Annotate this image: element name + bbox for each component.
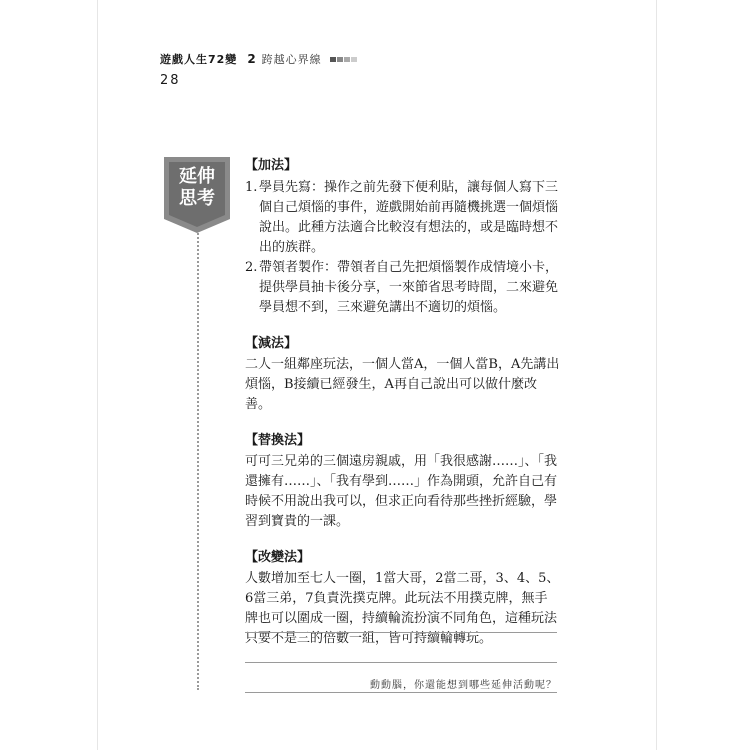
- section-title-add: 【加法】: [245, 158, 298, 173]
- badge-line-1: 延伸: [179, 166, 215, 187]
- add-list: [245, 178, 560, 318]
- page-number: 28: [160, 73, 181, 88]
- running-header: [160, 51, 357, 67]
- answer-line: [245, 662, 557, 663]
- badge-line-2: 思考: [179, 188, 215, 209]
- section-title-replace: 【替換法】: [245, 433, 311, 448]
- chapter-number: 2: [247, 52, 256, 66]
- side-dotted-line: [197, 230, 199, 690]
- list-text: 學員先寫：操作之前先發下便利貼，讓每個人寫下三個自己煩惱的事件，遊戲開始前再隨機挑選一個煩惱說出。此種方法適合比較沒有想法的，或是臨時想不出的族群。: [259, 180, 559, 255]
- main-content: [245, 156, 560, 649]
- section-text-change: 人數增加至七人一圈，1當大哥，2當二哥，3、4、5、6當三弟，7負責洗撲克牌。此玩法不用撲克牌，無手牌也可以圍成一圈，持續輪流扮演不同角色，這種玩法只要不是三的倍數一組，皆可持續輪轉玩。: [245, 571, 560, 646]
- header-arrows-icon: [330, 57, 357, 62]
- section-text-subtract: 二人一組鄰座玩法，一個人當A，一個人當B，A先講出煩惱，B接續已經發生，A再自己說出可以做什麼改善。: [245, 357, 560, 412]
- list-item: [245, 258, 560, 318]
- list-text: 帶領者製作：帶領者自己先把煩惱製作成情境小卡，提供學員抽卡後分享，一來節省思考時間，二來避免學員想不到，三來避免講出不適切的煩惱。: [259, 260, 559, 315]
- answer-line: [245, 632, 557, 633]
- list-item: [245, 178, 560, 258]
- list-number: 1.: [245, 180, 258, 195]
- list-number: 2.: [245, 260, 258, 275]
- answer-line: [245, 692, 557, 693]
- badge-label: [164, 166, 230, 210]
- section-title-change: 【改變法】: [245, 550, 311, 565]
- chapter-title: 跨越心界線: [261, 53, 322, 66]
- footer-question: 動動腦，你還能想到哪些延伸活動呢？: [370, 680, 557, 691]
- section-text-replace: 可可三兄弟的三個遠房親戚，用「我很感謝……」、「我還擁有……」、「我有學到……」作為開頭，允許自己有時候不用說出我可以，但求正向看待那些挫折經驗，學習到寶貴的一課。: [245, 454, 558, 529]
- section-title-subtract: 【減法】: [245, 336, 298, 351]
- book-title: 遊戲人生72變: [160, 53, 238, 66]
